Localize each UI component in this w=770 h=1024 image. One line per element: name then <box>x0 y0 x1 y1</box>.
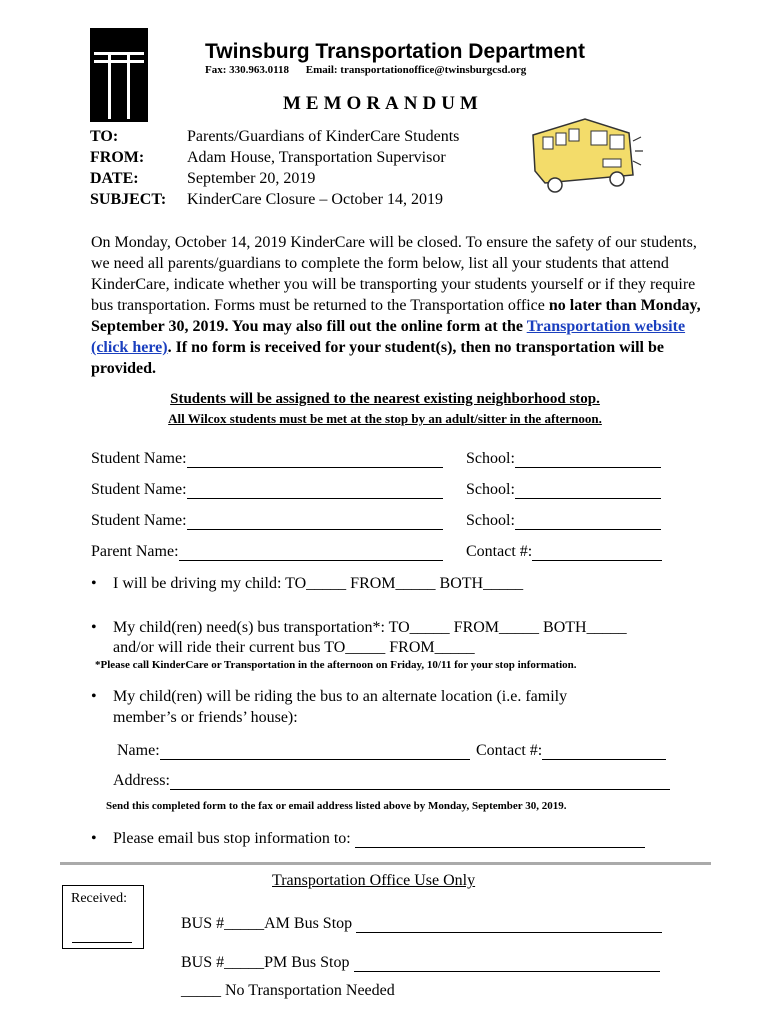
subject-label: SUBJECT: <box>90 191 167 208</box>
body-bold-text: no later than Monday, September 30, 2019. You may also fill out the online form at the <box>91 297 701 335</box>
alternate-location-option: My child(ren) will be riding the bus to an alternate location (i.e. family <box>113 688 568 705</box>
date-value: September 20, 2019 <box>187 170 316 187</box>
email-address: Email: transportationoffice@twinsburgcsd.org <box>305 64 527 76</box>
alt-contact-label: Contact #: <box>476 742 543 759</box>
alt-contact-row <box>476 742 666 760</box>
pm-stop-row <box>181 954 660 972</box>
school-row-3 <box>466 512 661 530</box>
office-use-title: Transportation Office Use Only <box>272 872 476 889</box>
school-input-1[interactable] <box>515 451 661 468</box>
alt-address-row <box>113 772 670 790</box>
memo-title: MEMORANDUM <box>283 93 483 114</box>
transportation-website-link[interactable]: Transportation website (click here) <box>91 318 686 356</box>
parent-name-input[interactable] <box>179 544 443 561</box>
department-title: Twinsburg Transportation Department <box>205 40 585 63</box>
pm-stop-input[interactable] <box>354 955 660 972</box>
parent-name-row <box>91 543 443 561</box>
received-line <box>72 928 132 943</box>
to-value: Parents/Guardians of KinderCare Students <box>187 128 460 145</box>
am-stop-input[interactable] <box>356 916 662 933</box>
student-name-input-1[interactable] <box>187 451 443 468</box>
email-stop-input[interactable] <box>355 831 645 848</box>
to-label: TO: <box>90 128 119 145</box>
school-bus-icon <box>525 105 645 195</box>
send-form-note: Send this completed form to the fax or email address listed above by Monday, September 30, 2019. <box>106 800 567 812</box>
bullet-alternate: • <box>91 688 97 705</box>
driving-option[interactable]: I will be driving my child: TO_____ FROM_____ BOTH_____ <box>113 575 524 592</box>
body-bold-end-text: . If no form is received for your student(s), then no transportation will be provided. <box>91 339 664 377</box>
bullet-driving: • <box>91 575 97 592</box>
section-divider <box>60 862 711 865</box>
school-row-1 <box>466 450 661 468</box>
contact-label: Contact #: <box>466 543 533 560</box>
student-name-row-1 <box>91 450 443 468</box>
student-name-label: Student Name: <box>91 481 187 498</box>
school-input-2[interactable] <box>515 482 661 499</box>
contact-input[interactable] <box>532 544 662 561</box>
bus-option[interactable]: My child(ren) need(s) bus transportation*: TO_____ FROM_____ BOTH_____ <box>113 619 627 636</box>
fax-number: Fax: 330.963.0118 <box>205 64 290 76</box>
am-stop-row <box>181 915 662 933</box>
student-name-input-2[interactable] <box>187 482 443 499</box>
alt-name-input[interactable] <box>160 743 470 760</box>
from-value: Adam House, Transportation Supervisor <box>187 149 446 166</box>
school-label: School: <box>466 450 515 467</box>
pm-stop-label: BUS #_____PM Bus Stop <box>181 954 350 971</box>
student-name-label: Student Name: <box>91 512 187 529</box>
contact-line <box>205 64 540 76</box>
wilcox-notice: All Wilcox students must be met at the stop by an adult/sitter in the afternoon. <box>168 411 602 426</box>
body-paragraph <box>91 232 703 379</box>
student-name-label: Student Name: <box>91 450 187 467</box>
subject-value: KinderCare Closure – October 14, 2019 <box>187 191 443 208</box>
assignment-notice: Students will be assigned to the nearest existing neighborhood stop. <box>170 391 600 407</box>
student-name-row-2 <box>91 481 443 499</box>
school-input-3[interactable] <box>515 513 661 530</box>
date-label: DATE: <box>90 170 139 187</box>
email-stop-row <box>113 830 645 848</box>
parent-name-label: Parent Name: <box>91 543 179 560</box>
alt-address-label: Address: <box>113 772 170 789</box>
alt-address-input[interactable] <box>170 773 670 790</box>
bullet-bus: • <box>91 619 97 636</box>
student-name-row-3 <box>91 512 443 530</box>
current-bus-option[interactable]: and/or will ride their current bus TO_____ FROM_____ <box>113 639 475 656</box>
alt-name-row <box>117 742 470 760</box>
am-stop-label: BUS #_____AM Bus Stop <box>181 915 353 932</box>
alt-contact-input[interactable] <box>542 743 666 760</box>
from-label: FROM: <box>90 149 145 166</box>
student-name-input-3[interactable] <box>187 513 443 530</box>
contact-row <box>466 543 662 561</box>
bullet-email: • <box>91 830 97 847</box>
bus-stop-note: *Please call KinderCare or Transportation in the afternoon on Friday, 10/11 for your stop information. <box>95 659 577 671</box>
alternate-location-option-cont: member’s or friends’ house): <box>113 709 298 726</box>
alt-name-label: Name: <box>117 742 160 759</box>
school-label: School: <box>466 481 515 498</box>
body-text: On Monday, October 14, 2019 KinderCare will be closed. To ensure the safety of our students, we need all parents/guardians to complete the form below, list all your students that attend KinderCare, indicate whether you will be transporting your students yourself or if they require bus transportation. Forms must be returned to the Transportation office <box>91 234 697 314</box>
school-row-2 <box>466 481 661 499</box>
district-logo <box>90 28 148 122</box>
no-transport-row[interactable]: _____ No Transportation Needed <box>181 982 395 999</box>
school-label: School: <box>466 512 515 529</box>
received-label: Received: <box>71 891 127 906</box>
email-stop-label: Please email bus stop information to: <box>113 830 351 847</box>
